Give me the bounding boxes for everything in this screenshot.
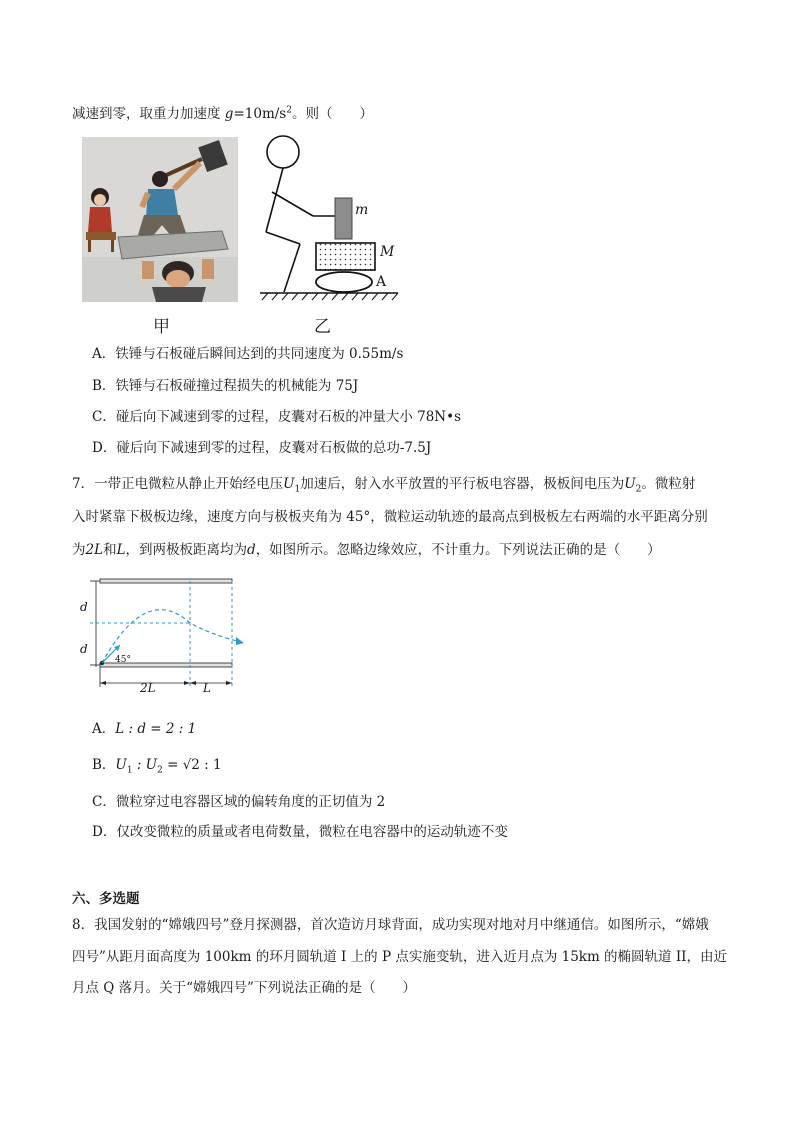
- section-title: 六、多选题: [72, 891, 140, 907]
- q7-u2-sub: 2: [635, 484, 642, 495]
- q7-option-b: [92, 753, 222, 776]
- q6-option-a: A．铁锤与石板碰后瞬间达到的共同速度为 0.55m/s: [92, 346, 404, 362]
- q6-fig-label-A: A: [376, 274, 387, 290]
- q7-option-a-prefix: A．: [92, 721, 116, 737]
- q6-stem-tail: [72, 102, 373, 122]
- q6-stem-end: 。则（ ）: [291, 106, 373, 122]
- q6-stem-sup: 2: [286, 105, 292, 116]
- q8-stem-line-1: 8．我国发射的“嫦娥四号”登月探测器，首次造访月球背面，成功实现对地对月中继通信。如图所示，“嫦娥: [72, 917, 709, 933]
- q7-L: L: [116, 542, 126, 558]
- q8-stem-line-3: 月点 Q 落月。关于“嫦娥四号”下列说法正确的是（ ）: [72, 980, 416, 996]
- q6-stem-g: g: [224, 106, 234, 122]
- q7-u1-sub: 1: [294, 484, 301, 495]
- q7-fig-label-d-bottom: d: [80, 642, 88, 656]
- q7-option-a-math: L : d = 2 : 1: [115, 721, 197, 737]
- q7-option-d: D．仅改变微粒的质量或者电荷数量，微粒在电容器中的运动轨迹不变: [92, 824, 508, 840]
- q7-option-b-ratio: = √2 : 1: [162, 757, 222, 773]
- q7-stem-line-2: 入时紧靠下极板边缘，速度方向与极板夹角为 45°，微粒运动轨迹的最高点到极板左右两端的水平距离分别: [72, 509, 708, 525]
- q6-fig-label-m: m: [355, 202, 369, 218]
- q7-fig-label-angle: 45°: [115, 655, 131, 665]
- q7-option-a: [92, 717, 196, 737]
- q7-fig-label-L: L: [203, 681, 211, 695]
- q7-u1: U: [283, 476, 295, 492]
- q6-stem-eq: =10m/s: [233, 106, 287, 122]
- q7-capacitor-figure: [74, 575, 264, 695]
- q6-fig-caption-yi: 乙: [314, 317, 331, 337]
- q7-text: 为: [72, 542, 86, 558]
- q6-fig-label-M: M: [380, 244, 395, 260]
- q8-stem-line-2: 四号”从距月面高度为 100km 的环月圆轨道 I 上的 P 点实施变轨，进入近月点为 15km 的椭圆轨道 II，由近: [72, 949, 728, 965]
- q6-option-b: B．铁锤与石板碰撞过程损失的机械能为 75J: [92, 378, 359, 394]
- q6-fig-caption-jia: 甲: [153, 317, 170, 337]
- q7-fig-label-d-top: d: [80, 600, 88, 614]
- q7-fig-label-2L: 2L: [140, 681, 156, 695]
- q7-text: 加速后，射入水平放置的平行板电容器，极板间电压为: [300, 476, 625, 492]
- q7-stem-line-1: [72, 472, 695, 495]
- q7-2L: 2L: [85, 542, 104, 558]
- q7-text: ，到两极板距离均为: [125, 542, 248, 558]
- q7-text: 和: [103, 542, 117, 558]
- q7-text: 。微粒射: [641, 476, 696, 492]
- q6-option-d: D．碰后向下减速到零的过程，皮囊对石板做的总功-7.5J: [92, 440, 432, 456]
- q7-text: ，如图所示。忽略边缘效应，不计重力。下列说法正确的是（ ）: [255, 542, 661, 558]
- q7-option-b-u2: : U: [132, 757, 158, 773]
- q6-option-c: C．碰后向下减速到零的过程，皮囊对石板的冲量大小 78N•s: [92, 409, 462, 425]
- q7-text: 7．一带正电微粒从静止开始经电压: [72, 476, 284, 492]
- q6-figure-jia-illustration: [82, 137, 238, 302]
- q7-u2: U: [624, 476, 636, 492]
- q7-option-b-prefix: B．: [92, 757, 116, 773]
- q7-option-b-u: U: [115, 757, 127, 773]
- q7-stem-line-3: [72, 538, 661, 558]
- q7-option-b-sub1: 1: [126, 765, 133, 776]
- q7-option-c: C．微粒穿过电容器区域的偏转角度的正切值为 2: [92, 794, 386, 810]
- q7-option-b-sub2: 2: [157, 765, 163, 776]
- q6-stem-text: 减速到零，取重力加速度: [72, 106, 225, 122]
- q7-d: d: [247, 542, 256, 558]
